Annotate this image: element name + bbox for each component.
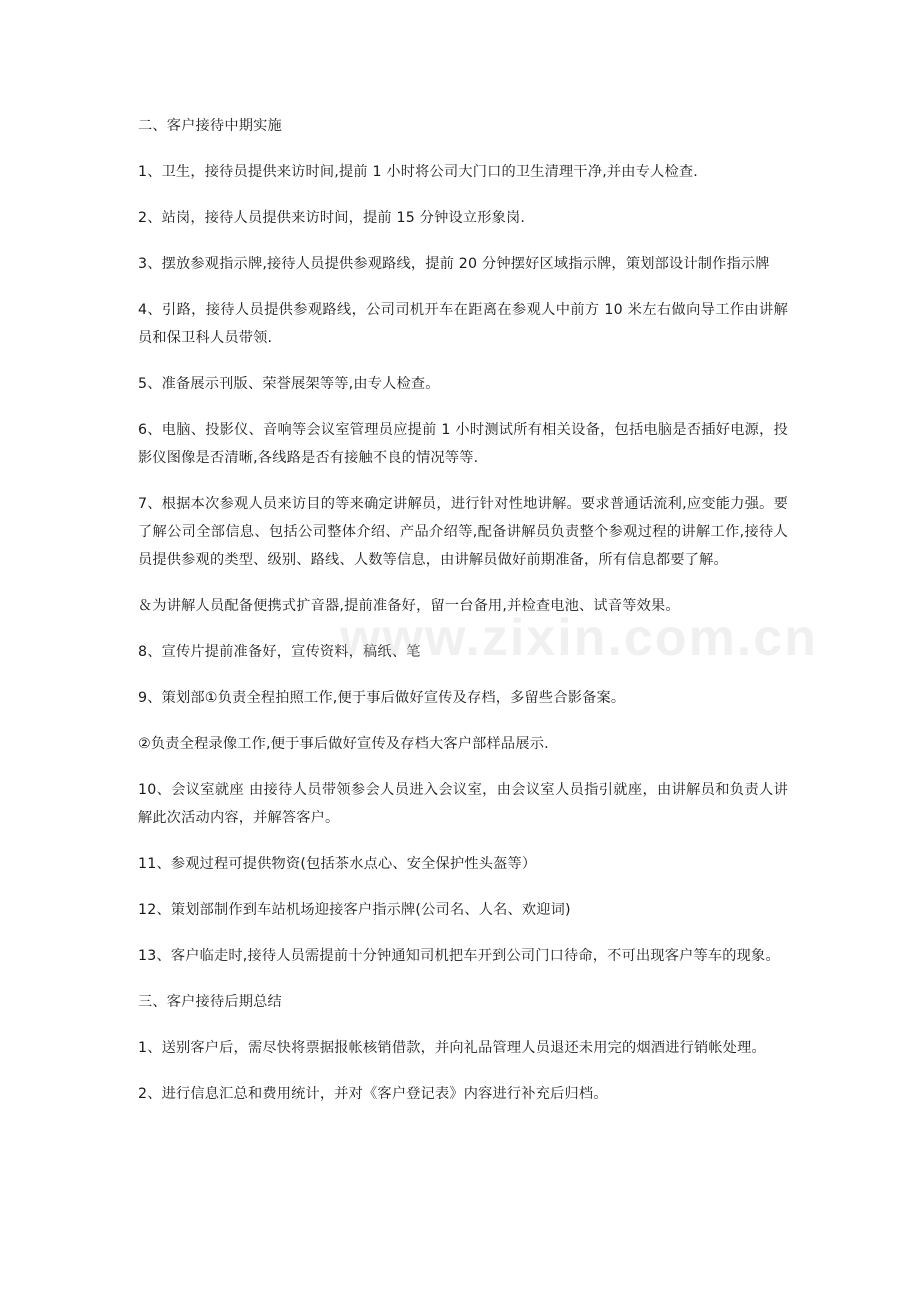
list-item: 8、宣传片提前准备好，宣传资料，稿纸、笔 (138, 644, 421, 660)
list-item: 3、摆放参观指示牌,接待人员提供参观路线，提前 20 分钟摆好区域指示牌，策划部设计制作指示牌 (138, 256, 770, 272)
list-item: 2、进行信息汇总和费用统计，并对《客户登记表》内容进行补充后归档。 (138, 1086, 608, 1102)
list-item: ＆为讲解人员配备便携式扩音器,提前准备好，留一台备用,并检查电池、试音等效果。 (138, 598, 680, 614)
watermark: www.zixin.com.cn (340, 609, 818, 667)
list-item: 1、卫生，接待员提供来访时间,提前 1 小时将公司大门口的卫生清理干净,并由专人检查. (138, 164, 698, 180)
list-item: 4、引路，接待人员提供参观路线，公司司机开车在距离在参观人中前方 10 米左右做向导工作由讲解员和保卫科人员带领. (138, 302, 788, 346)
list-item: 13、客户临走时,接待人员需提前十分钟通知司机把车开到公司门口待命，不可出现客户等车的现象。 (138, 948, 780, 964)
list-item: 1、送别客户后，需尽快将票据报帐核销借款，并向礼品管理人员退还未用完的烟酒进行销帐处理。 (138, 1040, 766, 1056)
section-heading-post: 三、客户接待后期总结 (138, 994, 282, 1010)
list-item: 7、根据本次参观人员来访目的等来确定讲解员，进行针对性地讲解。要求普通话流利,应变能力强。要了解公司全部信息、包括公司整体介绍、产品介绍等,配备讲解员负责整个参观过程的讲解工作,接待人员提供参观的类型、级别、路线、人数等信息，由讲解员做好前期准备，所有信息都要了解。 (138, 496, 788, 568)
list-item: 5、准备展示刊版、荣誉展架等等,由专人检查。 (138, 376, 440, 392)
list-item: 11、参观过程可提供物资(包括茶水点心、安全保护性头盔等） (138, 856, 537, 872)
section-heading-mid: 二、客户接待中期实施 (138, 118, 282, 134)
list-item: 6、电脑、投影仪、音响等会议室管理员应提前 1 小时测试所有相关设备，包括电脑是否插好电源，投影仪图像是否清晰,各线路是否有接触不良的情况等等. (138, 422, 788, 466)
list-item: 9、策划部①负责全程拍照工作,便于事后做好宣传及存档，多留些合影备案。 (138, 690, 626, 706)
list-item: 10、会议室就座 由接待人员带领参会人员进入会议室，由会议室人员指引就座，由讲解员和负责人讲解此次活动内容，并解答客户。 (138, 782, 788, 826)
list-item: 12、策划部制作到车站机场迎接客户指示牌(公司名、人名、欢迎词) (138, 902, 571, 918)
list-item: 2、站岗，接待人员提供来访时间，提前 15 分钟设立形象岗. (138, 210, 526, 226)
document-body (138, 112, 788, 1126)
list-item: ②负责全程录像工作,便于事后做好宣传及存档大客户部样品展示. (138, 736, 549, 752)
